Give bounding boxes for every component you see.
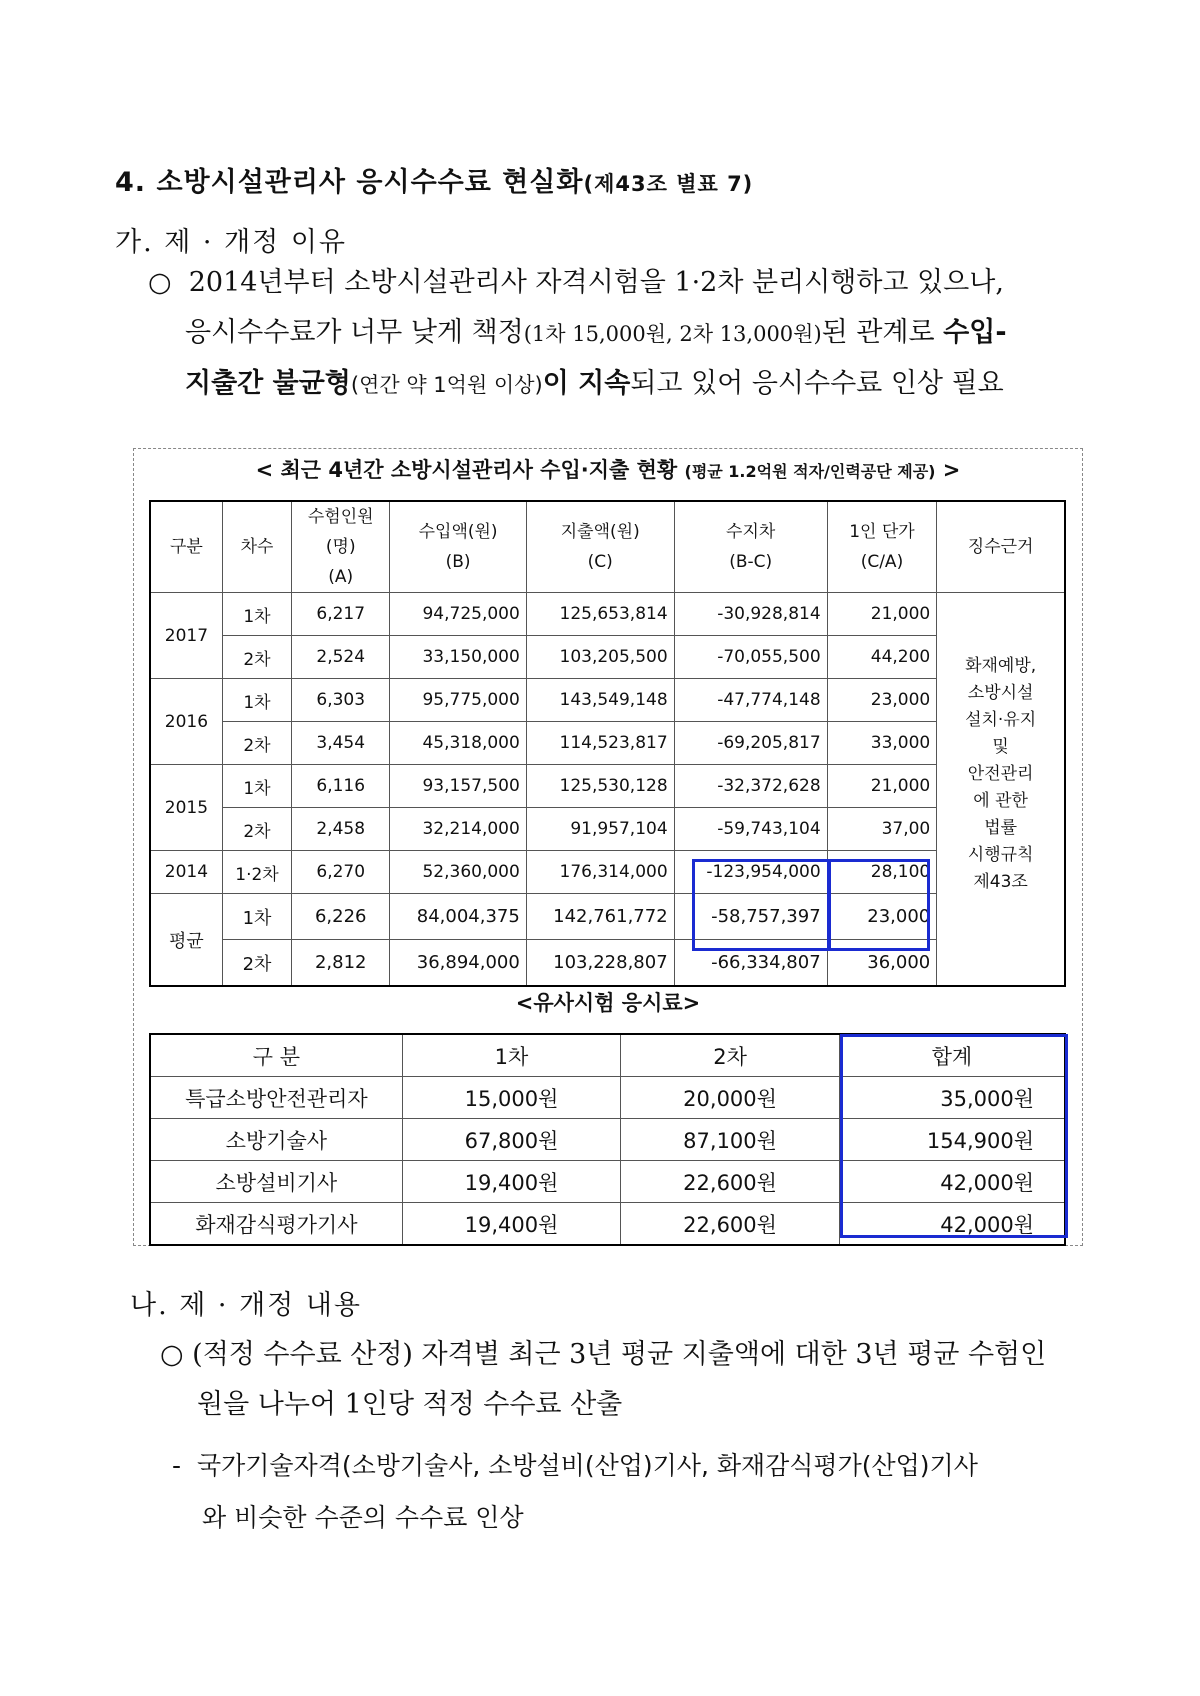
- table-box: [133, 448, 1083, 1246]
- year-cell: 2017: [150, 593, 222, 679]
- header-basis: 징수근거: [937, 501, 1065, 593]
- header-unit: 1인 단가 (C/A): [827, 501, 937, 593]
- heading-main: 4. 소방시설관리사 응시수수료 현실화: [115, 167, 584, 198]
- ga-line-1: ○ 2014년부터 소방시설관리사 자격시험을 1·2차 분리시행하고 있으나,: [148, 267, 1004, 298]
- bullet-circle: ○: [148, 267, 172, 298]
- table-row: 소방설비기사 19,400원 22,600원 42,000원: [150, 1161, 1065, 1203]
- ga-line-2: 응시수수료가 너무 낮게 책정(1차 15,000원, 2차 13,000원)된 관계로 수입-: [185, 317, 1007, 348]
- table-row: 평균 1차 6,226 84,004,375 142,761,772 -58,757,397 23,000: [150, 894, 1065, 940]
- section-ga-title: 가. 제 · 개정 이유: [115, 227, 347, 258]
- section-na-title: 나. 제 · 개정 내용: [130, 1290, 362, 1321]
- table2-caption: <유사시험 응시료>: [515, 991, 701, 1015]
- bullet-circle: ○: [160, 1339, 184, 1370]
- table-row: 화재감식평가기사 19,400원 22,600원 42,000원: [150, 1203, 1065, 1246]
- na-line-2: 원을 나누어 1인당 적정 수수료 산출: [197, 1389, 623, 1420]
- na-dash-line-1: - 국가기술자격(소방기술사, 소방설비(산업)기사, 화재감식평가(산업)기사: [172, 1451, 978, 1480]
- table-header-row: 구 분 1차 2차 합계: [150, 1034, 1065, 1077]
- table-row: 소방기술사 67,800원 87,100원 154,900원: [150, 1119, 1065, 1161]
- header-diff: 수지차 (B-C): [674, 501, 827, 593]
- na-dash-paragraph: [172, 1440, 1092, 1544]
- year-cell: 2015: [150, 765, 222, 851]
- similar-exam-fee-table: [149, 1033, 1066, 1246]
- table-row: 2017 1차 6,217 94,725,000 125,653,814 -30,928,814 21,000 화재예방, 소방시설 설치·유지 및 안전관리 에 관한 법률 시행규칙 제43조: [150, 593, 1065, 636]
- header-expense: 지출액(원) (C): [526, 501, 674, 593]
- table-row: 2016 1차 6,303 95,775,000 143,549,148 -47,774,148 23,000: [150, 679, 1065, 722]
- header-gubun: 구분: [150, 501, 222, 593]
- table-row: 특급소방안전관리자 15,000원 20,000원 35,000원: [150, 1077, 1065, 1119]
- na-line-1: ○ (적정 수수료 산정) 자격별 최근 3년 평균 지출액에 대한 3년 평균 수험인: [160, 1339, 1047, 1370]
- table-row: 2차 2,458 32,214,000 91,957,104 -59,743,104 37,00: [150, 808, 1065, 851]
- na-paragraph: [160, 1330, 1100, 1430]
- table1-caption: < 최근 4년간 소방시설관리사 수입·지출 현황 (평균 1.2억원 적자/인력공단 제공) >: [255, 458, 961, 482]
- table-row: 2차 3,454 45,318,000 114,523,817 -69,205,817 33,000: [150, 722, 1065, 765]
- table-row: 2차 2,812 36,894,000 103,228,807 -66,334,807 36,000: [150, 940, 1065, 987]
- header-income: 수입액(원) (B): [390, 501, 526, 593]
- table-header-row: [150, 501, 1065, 593]
- table-row: 2014 1·2차 6,270 52,360,000 176,314,000 -123,954,000 28,100: [150, 851, 1065, 894]
- table-row: 2차 2,524 33,150,000 103,205,500 -70,055,500 44,200: [150, 636, 1065, 679]
- income-expense-table: [149, 500, 1066, 987]
- average-label-cell: 평균: [150, 894, 222, 987]
- heading-sub: (제43조 별표 7): [583, 172, 754, 196]
- na-dash-line-2: 와 비슷한 수준의 수수료 인상: [202, 1503, 524, 1532]
- page-heading: [115, 160, 753, 199]
- header-people: 수험인원(명) (A): [292, 501, 390, 593]
- dash-marker: -: [172, 1451, 182, 1480]
- ga-paragraph: [148, 258, 1088, 410]
- table-row: 2015 1차 6,116 93,157,500 125,530,128 -32,372,628 21,000: [150, 765, 1065, 808]
- year-cell: 2016: [150, 679, 222, 765]
- ga-line-3: 지출간 불균형(연간 약 1억원 이상)이 지속되고 있어 응시수수료 인상 필요: [185, 368, 1004, 399]
- year-cell: 2014: [150, 851, 222, 894]
- basis-cell: 화재예방, 소방시설 설치·유지 및 안전관리 에 관한 법률 시행규칙 제43조: [937, 593, 1065, 987]
- header-chasu: 차수: [222, 501, 291, 593]
